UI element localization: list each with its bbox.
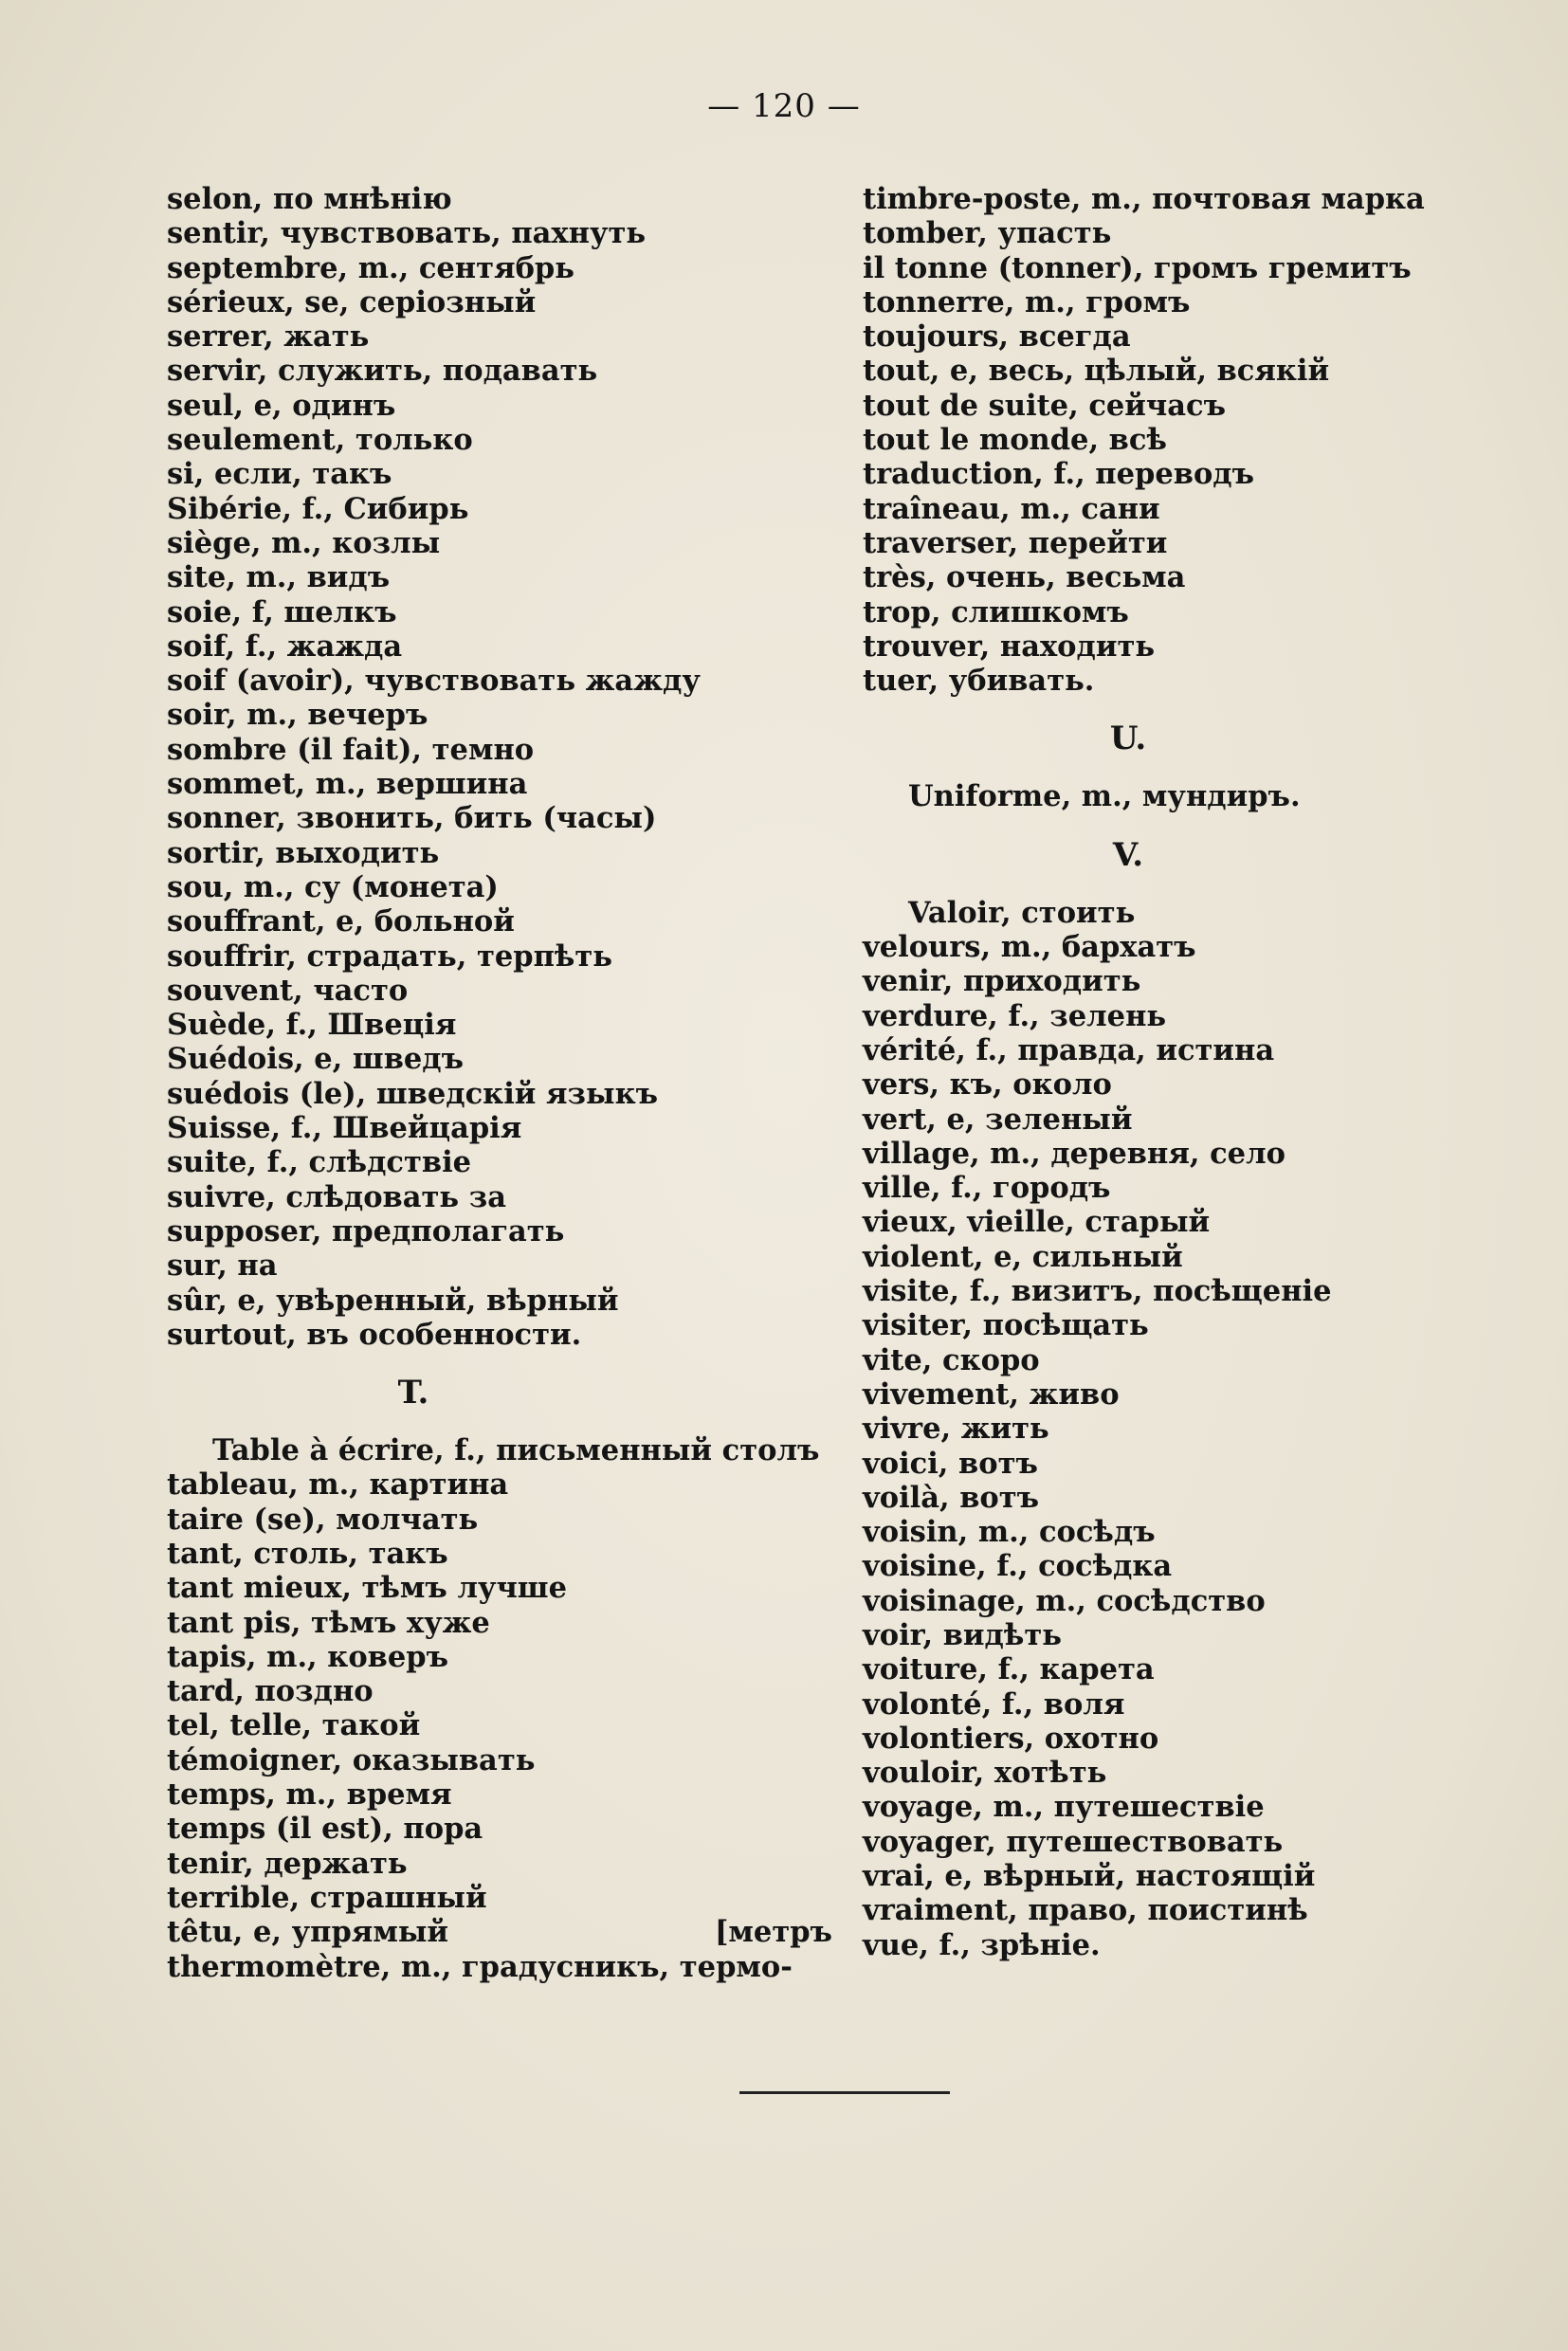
glossary-entry: Suédois, e, шведъ	[167, 1042, 465, 1077]
section-gap	[863, 764, 1425, 779]
glossary-entry: seul, e, одинъ	[167, 388, 396, 423]
glossary-entry	[167, 1915, 832, 1950]
glossary-entry: tout, e, весь, цѣлый, всякій	[863, 354, 1330, 389]
glossary-entry: tonnerre, m., громъ	[863, 284, 1191, 319]
glossary-entry: sou, m., су (монета)	[167, 869, 499, 904]
glossary-entry: taire (se), молчать	[167, 1502, 479, 1537]
glossary-entry: vivement, живо	[863, 1376, 1120, 1412]
glossary-entry: servir, служить, подавать	[167, 354, 598, 389]
section-gap	[167, 1418, 821, 1433]
glossary-entry: vouloir, хотѣть	[863, 1756, 1107, 1791]
glossary-entry: verdure, f., зелень	[863, 998, 1167, 1033]
glossary-entry: vraiment, право, поистинѣ	[863, 1893, 1308, 1928]
glossary-entry: tout de suite, сейчасъ	[863, 388, 1226, 423]
section-heading-v: V.	[1112, 835, 1144, 874]
glossary-entry: thermomètre, m., градусникъ, термо-	[167, 1949, 793, 1984]
glossary-entry: soif (avoir), чувствовать жажду	[167, 664, 701, 699]
glossary-entry: souffrant, e, больной	[167, 904, 515, 939]
glossary-entry: vite, скоро	[863, 1342, 1040, 1377]
glossary-entry: selon, по мнѣнію	[167, 182, 452, 216]
glossary-entry: traduction, f., переводъ	[863, 457, 1255, 492]
glossary-entry: voilà, вотъ	[863, 1480, 1040, 1515]
glossary-entry: Suède, f., Швеція	[167, 1008, 457, 1043]
glossary-entry: vert, e, зеленый	[863, 1102, 1133, 1137]
left-column	[167, 182, 832, 1984]
glossary-entry: sonner, звонить, бить (часы)	[167, 801, 657, 836]
glossary-entry: tel, telle, такой	[167, 1708, 421, 1743]
glossary-entry: tard, поздно	[167, 1674, 374, 1709]
glossary-entry: violent, e, сильный	[863, 1239, 1183, 1274]
glossary-entry: tuer, убивать.	[863, 664, 1095, 699]
glossary-entry: sentir, чувствовать, пахнуть	[167, 216, 647, 251]
glossary-entry: temps (il est), пора	[167, 1812, 483, 1847]
glossary-entry: témoigner, оказывать	[167, 1742, 536, 1777]
glossary-entry: traverser, перейти	[863, 525, 1168, 560]
entry-text: têtu, e, упрямый	[167, 1915, 449, 1950]
glossary-entry: voyager, путешествовать	[863, 1824, 1284, 1859]
section-gap	[863, 814, 1425, 829]
glossary-entry: sur, на	[167, 1248, 278, 1284]
section-heading-u: U.	[1109, 720, 1147, 758]
section-heading-t: T.	[397, 1374, 429, 1412]
glossary-entry: soie, f, шелкъ	[167, 594, 397, 629]
glossary-entry: vivre, жить	[863, 1412, 1049, 1447]
glossary-entry: soir, m., вечеръ	[167, 698, 428, 733]
glossary-entry: ville, f., городъ	[863, 1171, 1111, 1206]
glossary-entry: village, m., деревня, село	[863, 1136, 1285, 1171]
glossary-entry: tomber, упасть	[863, 216, 1112, 251]
glossary-entry: Valoir, стоить	[908, 895, 1136, 930]
glossary-entry: site, m., видъ	[167, 560, 391, 595]
s-entries-list	[167, 182, 821, 1352]
glossary-entry: trouver, находить	[863, 629, 1156, 664]
glossary-entry: tenir, держать	[167, 1846, 408, 1881]
t-entries-list-continued	[863, 182, 1425, 698]
section-gap	[167, 1352, 821, 1367]
glossary-entry: soif, f., жажда	[167, 629, 403, 664]
glossary-entry: sombre (il fait), темно	[167, 732, 535, 767]
glossary-entry: vérité, f., правда, истина	[863, 1032, 1275, 1067]
glossary-entry: voisinage, m., сосѣдство	[863, 1583, 1266, 1618]
glossary-entry: visite, f., визитъ, посѣщеніе	[863, 1274, 1332, 1309]
glossary-entry: il tonne (tonner), громъ гремитъ	[863, 250, 1412, 285]
glossary-entry: si, если, такъ	[167, 457, 392, 492]
glossary-entry: voyage, m., путешествіе	[863, 1790, 1265, 1825]
glossary-entry: serrer, жать	[167, 319, 370, 355]
glossary-entry: tapis, m., коверъ	[167, 1639, 448, 1674]
glossary-entry: tant mieux, тѣмъ лучше	[167, 1571, 567, 1606]
glossary-entry: terrible, страшный	[167, 1880, 487, 1915]
glossary-entry: suivre, слѣдовать за	[167, 1179, 506, 1214]
glossary-entry: septembre, m., сентябрь	[167, 250, 574, 285]
glossary-entry: voir, видѣть	[863, 1617, 1062, 1652]
glossary-entry: Suisse, f., Швейцарія	[167, 1111, 522, 1146]
glossary-entry: vers, къ, около	[863, 1067, 1112, 1103]
glossary-entry: surtout, въ особенности.	[167, 1317, 582, 1352]
glossary-entry: velours, m., бархатъ	[863, 930, 1196, 965]
glossary-entry: siège, m., козлы	[167, 525, 441, 560]
glossary-entry: tout le monde, всѣ	[863, 423, 1167, 458]
glossary-entry: sûr, e, увѣренный, вѣрный	[167, 1283, 619, 1318]
glossary-entry: suédois (le), шведскій языкъ	[167, 1076, 659, 1111]
glossary-entry: Table à écrire, f., письменный столъ	[212, 1433, 820, 1468]
footer-rule	[739, 2091, 950, 2094]
glossary-entry: tant pis, тѣмъ хуже	[167, 1605, 490, 1640]
u-entries-list	[863, 779, 1425, 813]
glossary-entry: souvent, часто	[167, 973, 409, 1008]
glossary-entry: voici, вотъ	[863, 1446, 1038, 1481]
glossary-entry: sérieux, se, серіозный	[167, 284, 537, 319]
glossary-entry: tant, столь, такъ	[167, 1536, 448, 1571]
glossary-entry: Sibérie, f., Сибирь	[167, 491, 469, 526]
glossary-entry: trop, слишкомъ	[863, 594, 1129, 629]
glossary-entry: Uniforme, m., мундиръ.	[908, 779, 1301, 814]
glossary-entry: traîneau, m., сани	[863, 491, 1160, 526]
hyphenation-continuation: [метръ	[715, 1915, 832, 1950]
glossary-entry: très, очень, весьма	[863, 560, 1186, 595]
t-entries-list	[167, 1433, 821, 1915]
glossary-entry: volonté, f., воля	[863, 1686, 1125, 1722]
glossary-entry: volontiers, охотно	[863, 1721, 1159, 1756]
glossary-entry: voiture, f., карета	[863, 1652, 1155, 1687]
glossary-entry: vieux, vieille, старый	[863, 1205, 1211, 1240]
glossary-entry: toujours, всегда	[863, 319, 1131, 355]
glossary-entry: voisine, f., сосѣдка	[863, 1549, 1173, 1584]
glossary-entry: souffrir, страдать, терпѣть	[167, 939, 612, 974]
glossary-entry: sommet, m., вершина	[167, 767, 528, 802]
section-gap	[863, 698, 1425, 713]
glossary-entry: temps, m., время	[167, 1777, 452, 1813]
glossary-entry: suite, f., слѣдствіе	[167, 1145, 472, 1180]
glossary-entry: vrai, e, вѣрный, настоящій	[863, 1859, 1316, 1894]
glossary-entry: tableau, m., картина	[167, 1467, 509, 1503]
glossary-entry: vue, f., зрѣніе.	[863, 1927, 1101, 1962]
glossary-entry: supposer, предполагать	[167, 1213, 565, 1248]
glossary-entry: seulement, только	[167, 423, 473, 458]
glossary-entry: voisin, m., сосѣдъ	[863, 1515, 1156, 1550]
glossary-entry: timbre-poste, m., почтовая марка	[863, 182, 1425, 216]
glossary-entry: visiter, посѣщать	[863, 1308, 1149, 1343]
section-gap	[863, 881, 1425, 896]
page-number: — 120 —	[707, 87, 861, 125]
v-entries-list	[863, 896, 1425, 1962]
right-column	[863, 182, 1425, 1962]
glossary-entry: venir, приходить	[863, 964, 1141, 999]
glossary-entry: sortir, выходить	[167, 835, 440, 870]
